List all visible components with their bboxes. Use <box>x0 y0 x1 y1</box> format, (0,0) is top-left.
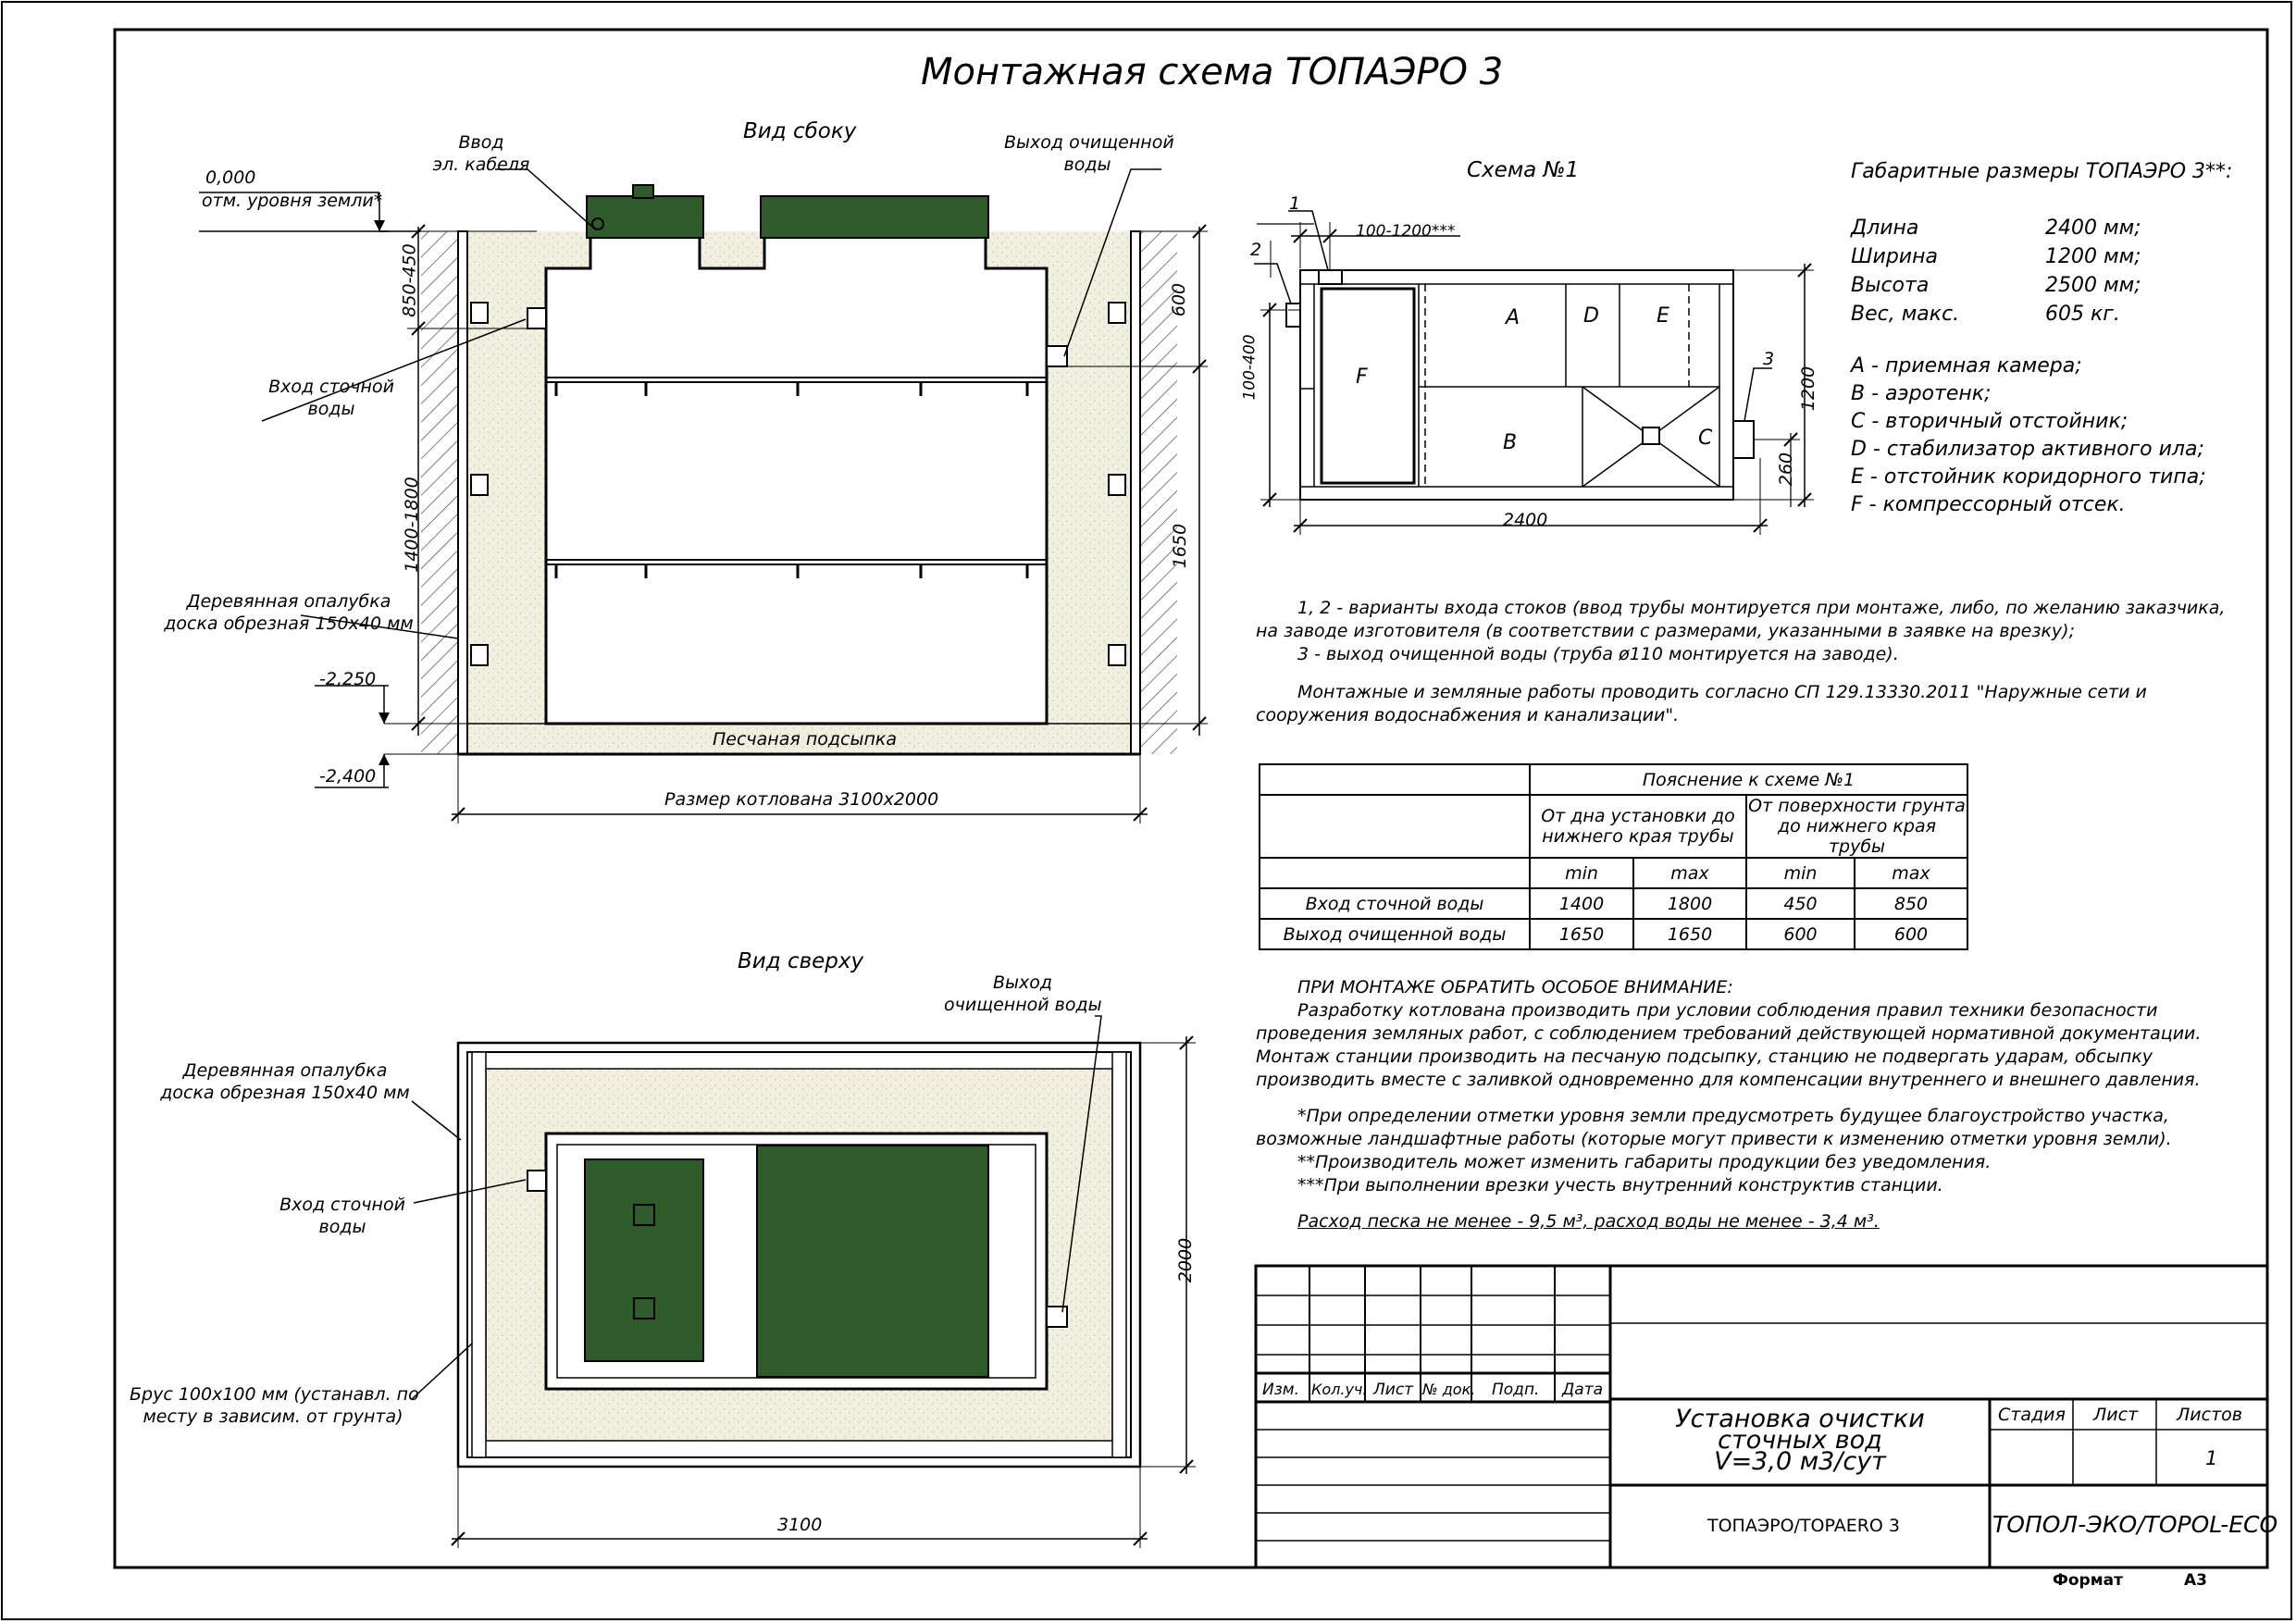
side-lid-main <box>761 196 988 238</box>
scheme-dim-260: 260 <box>1776 452 1797 487</box>
note-variant-1: 1, 2 - варианты входа стоков (ввод трубы монтируется при монтаже, либо, по желанию заказчика, на заводе изготовителя (в соответствии с размерами, указанными в заявке на врезку); <box>1256 598 2226 641</box>
table-group-2: От поверхности грунта до нижнего края трубы <box>1746 795 1967 858</box>
stamp-model: ТОПАЭРО/TOPAERO 3 <box>1707 1516 1901 1536</box>
pit-size-label: Размер котлована 3100х2000 <box>664 789 939 810</box>
top-view-heading: Вид сверху <box>738 949 864 973</box>
zone-label-F: F <box>1356 365 1368 389</box>
dim-600: 600 <box>1169 282 1190 317</box>
stamp-header-izm: Изм. <box>1262 1381 1299 1399</box>
page-title: Монтажная схема ТОПАЭРО 3 <box>921 51 1504 93</box>
footnote-1: *При определении отметки уровня земли предусмотреть будущее благоустройство участка, возможные ландшафтные работы (которые могут привести к изменению отметки уровня земли). <box>1256 1106 2172 1149</box>
stamp-header-doc: № док. <box>1422 1381 1476 1398</box>
consumption-note: Расход песка не менее - 9,5 м³, расход воды не менее - 3,4 м³. <box>1297 1211 1880 1232</box>
product-name: Установка очистки сточных вод V=3,0 м3/сут <box>1675 1405 1925 1476</box>
level-2250: -2,250 <box>319 669 377 689</box>
dimensions-list <box>1851 214 2141 328</box>
table-row: Выход очищенной воды 1650 1650 600 600 <box>1260 919 1967 949</box>
stamp-company: ТОПОЛ-ЭКО/TOPOL-ECO <box>1992 1511 2278 1538</box>
beam-label: Брус 100х100 мм (устанавл. по месту в зависим. от грунта) <box>130 1384 419 1427</box>
notes-upper <box>1256 597 2237 727</box>
dim-1400-1800: 1400-1800 <box>401 477 422 573</box>
side-lid-compressor <box>587 196 703 238</box>
top-formwork-label: Деревянная опалубка доска обрезная 150х40 мм <box>160 1060 410 1103</box>
top-beam <box>1112 1052 1126 1457</box>
stamp-header-list: Лист <box>1373 1381 1414 1399</box>
zone-label-D: D <box>1583 304 1599 328</box>
scheme-dim-100-1200: 100-1200*** <box>1356 222 1456 241</box>
top-outlet-pipe <box>1047 1307 1067 1327</box>
dimension-row: Высота 2500 мм; <box>1851 274 2141 297</box>
table-row: Вход сточной воды 1400 1800 450 850 <box>1260 888 1967 919</box>
notes-lower <box>1256 976 2237 1233</box>
side-inlet-label: Вход сточной воды <box>268 377 394 419</box>
stamp-sheets-label: Листов <box>2177 1405 2242 1425</box>
stamp-header-sign: Подп. <box>1492 1381 1540 1399</box>
stamp-header-date: Дата <box>1562 1381 1604 1399</box>
side-beam <box>471 303 488 323</box>
attention-text: Разработку котлована производить при условии соблюдения правил техники безопасности проведения земляных работ, с соблюдением требований действующей нормативной документации. Монтаж станции производить на песчаную подсыпку, станцию не подвергать ударам, обсыпку производить вместе с заливкой одновременно для компенсации внутреннего и внешнего давления. <box>1256 1000 2202 1090</box>
zone-label-A: A <box>1506 306 1520 329</box>
zone-F <box>1322 289 1414 483</box>
note-works: Монтажные и земляные работы проводить согласно СП 129.13330.2011 "Наружные сети и сооружения водоснабжения и канализации". <box>1256 682 2147 725</box>
zone-label-E: E <box>1657 304 1669 328</box>
top-lid-vent <box>634 1298 654 1319</box>
scheme-dim-100-400: 100-400 <box>1240 334 1260 401</box>
scheme-dim-2400: 2400 <box>1503 510 1548 530</box>
side-outlet-label: Выход очищенной воды <box>1004 132 1174 175</box>
table-group-1: От дна установки до нижнего края трубы <box>1530 795 1746 858</box>
scheme-c-center <box>1643 427 1659 444</box>
scheme-pipe-1 <box>1319 270 1342 284</box>
zone-label-B: B <box>1503 431 1518 454</box>
side-view-drawing <box>199 169 1208 824</box>
dimension-row: Вес, макс. 605 кг. <box>1851 303 2120 326</box>
scheme-label-1: 1 <box>1289 193 1301 214</box>
top-outlet-label: Выход очищенной воды <box>944 973 1102 1015</box>
footnote-3: ***При выполнении врезки учесть внутренний конструктив станции. <box>1297 1175 1943 1196</box>
top-view-drawing <box>412 1016 1196 1548</box>
side-lid-compressor-cap <box>633 185 653 198</box>
dim-1650: 1650 <box>1170 523 1191 569</box>
top-lid-compressor <box>585 1159 703 1361</box>
stamp-sheets-value: 1 <box>2205 1447 2218 1469</box>
zone-label-C: C <box>1698 427 1713 450</box>
side-tank-body <box>546 231 1047 724</box>
dimensions-heading: Габаритные размеры ТОПАЭРО 3**: <box>1851 160 2233 183</box>
dimension-row: Длина 2400 мм; <box>1851 217 2141 240</box>
side-beam <box>1109 475 1125 495</box>
footnote-2: **Производитель может изменить габариты продукции без уведомления. <box>1297 1152 1992 1172</box>
top-beam <box>472 1052 486 1457</box>
dim-2000: 2000 <box>1175 1237 1197 1283</box>
attention-heading: ПРИ МОНТАЖЕ ОБРАТИТЬ ОСОБОЕ ВНИМАНИЕ: <box>1297 977 1733 997</box>
top-inlet-label: Вход сточной воды <box>279 1195 405 1237</box>
scheme-label-3: 3 <box>1763 349 1775 369</box>
side-view-heading: Вид сбоку <box>743 119 857 143</box>
ground-level-label: отм. уровня земли* <box>202 191 383 211</box>
side-formwork-label: Деревянная опалубка доска обрезная 150х40 мм <box>164 591 414 634</box>
stamp-stage-label: Стадия <box>1998 1405 2066 1425</box>
explanation-table: Пояснение к схеме №1 От дна установки до нижнего края трубы От поверхности грунта до нижнего края трубы min max min max Вход сточной воды 1400 1800 450 850 Выход очищенной воды 1650 1650 600 600 <box>1259 763 1968 950</box>
sand-bed-label: Песчаная подсыпка <box>713 729 897 750</box>
side-beam <box>471 475 488 495</box>
format-value: А3 <box>2184 1571 2207 1590</box>
side-inlet-pipe <box>527 308 546 328</box>
stamp-sheet-label: Лист <box>2093 1405 2139 1425</box>
scheme-dim-1200: 1200 <box>1798 365 1819 412</box>
cable-entry-point <box>592 218 603 229</box>
scheme-drawing <box>1254 211 1814 535</box>
side-beam <box>1109 303 1125 323</box>
scheme-pipe-3 <box>1733 421 1754 458</box>
scheme-label-2: 2 <box>1250 240 1262 260</box>
dim-3100: 3100 <box>777 1515 823 1535</box>
top-inlet-pipe <box>527 1171 546 1191</box>
table-caption: Пояснение к схеме №1 <box>1530 764 1967 795</box>
stamp-header-kolvo: Кол.уч. <box>1311 1381 1368 1398</box>
zone-legend: A - приемная камера; B - аэротенк; C - вторичный отстойник; D - стабилизатор активного ила; E - отстойник коридорного типа; F - компрессорный отсек. <box>1851 354 2206 516</box>
side-formwork-left <box>458 231 467 754</box>
top-lid-vent <box>634 1205 654 1225</box>
scheme-heading: Схема №1 <box>1467 158 1580 182</box>
level-2400: -2,400 <box>319 766 377 787</box>
cable-entry-label: Ввод эл. кабеля <box>432 132 530 175</box>
scheme-pipe-2 <box>1286 304 1300 327</box>
top-lid-main <box>757 1146 988 1377</box>
side-beam <box>471 645 488 665</box>
dimension-row: Ширина 1200 мм; <box>1851 245 2141 268</box>
format-label: Формат <box>2053 1571 2123 1590</box>
note-variant-3: 3 - выход очищенной воды (труба ø110 монтируется на заводе). <box>1297 644 1899 664</box>
side-formwork-right <box>1131 231 1140 754</box>
side-outlet-pipe <box>1047 346 1067 366</box>
side-beam <box>1109 645 1125 665</box>
ground-level-value: 0,000 <box>205 167 256 188</box>
dim-850-450: 850-450 <box>399 243 420 317</box>
